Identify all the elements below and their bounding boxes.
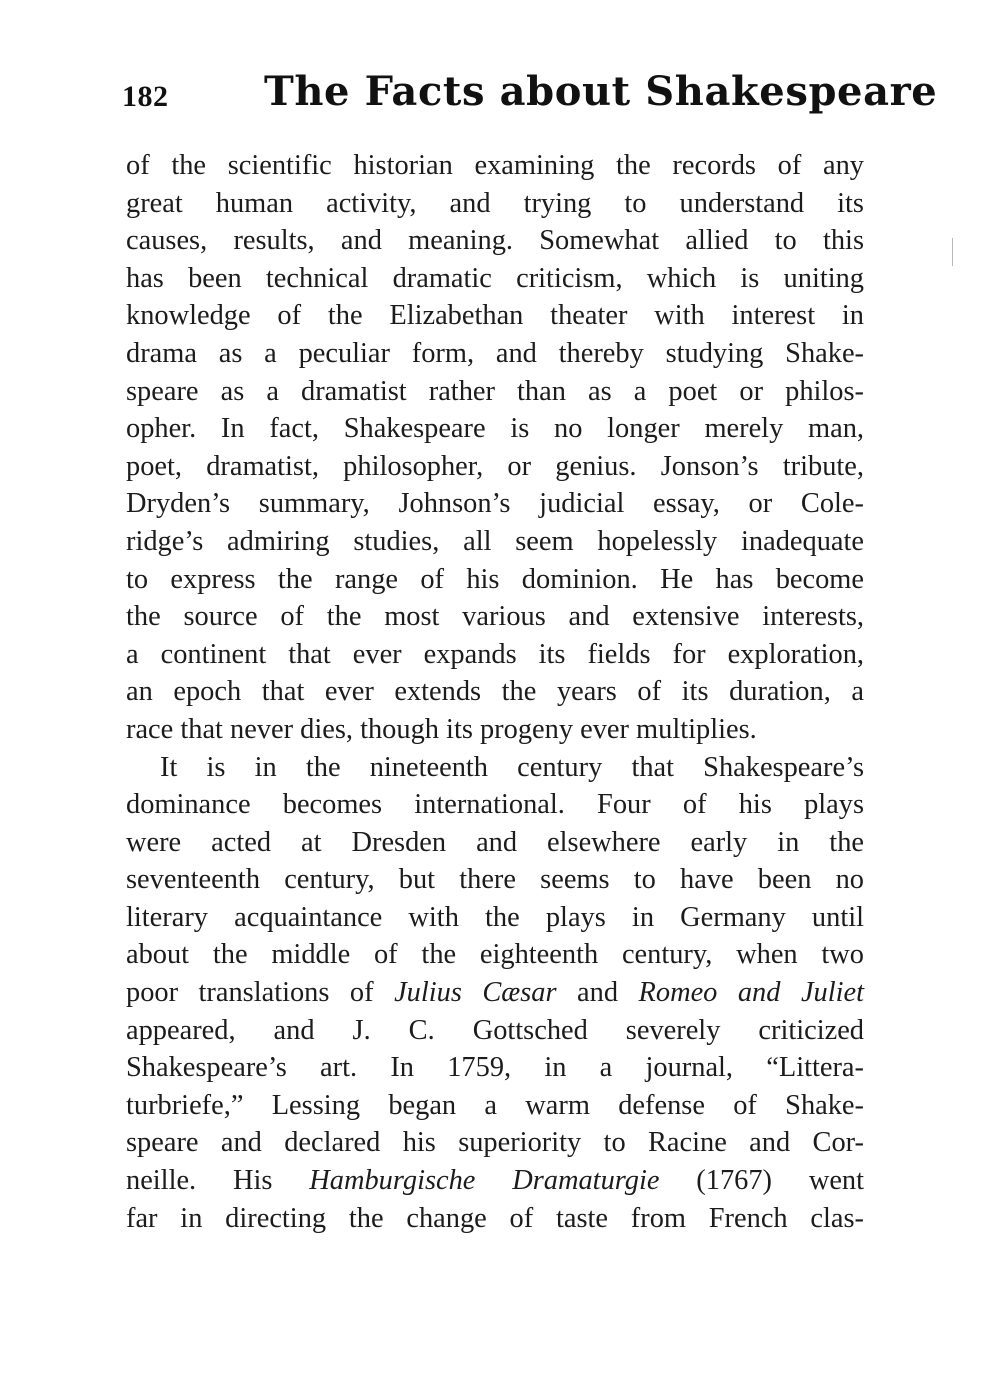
text-line: to express the range of his dominion. He has become [126, 563, 864, 595]
text-line: were acted at Dresden and elsewhere early in the [126, 826, 864, 858]
paragraph-first-line: It is in the nineteenth century that Shakespeare’s [160, 751, 864, 783]
margin-mark [952, 238, 953, 266]
text-line: seventeenth century, but there seems to have been no [126, 864, 864, 896]
text-line: an epoch that ever extends the years of its duration, a [126, 676, 864, 708]
text-line: drama as a peculiar form, and thereby studying Shake- [126, 337, 864, 369]
text-line: Shakespeare’s art. In 1759, in a journal, “Littera- [126, 1052, 864, 1084]
text-line: ridge’s admiring studies, all seem hopelessly inadequate [126, 525, 864, 557]
line-text: and [556, 977, 639, 1009]
italic-title: Hamburgische Dramaturgie [309, 1165, 660, 1197]
italic-title: Julius Cæsar [394, 977, 557, 1009]
text-line: a continent that ever expands its fields for exploration, [126, 638, 864, 670]
text-line: speare and declared his superiority to Racine and Cor- [126, 1127, 864, 1159]
italic-title: Romeo and Juliet [638, 977, 864, 1009]
text-line: causes, results, and meaning. Somewhat allied to this [126, 225, 864, 257]
line-text: (1767) went [659, 1165, 865, 1197]
text-line: appeared, and J. C. Gottsched severely criticized [126, 1014, 864, 1046]
body-text [126, 147, 864, 1237]
text-line: dominance becomes international. Four of his plays [126, 789, 864, 821]
line-text: poor translations of [126, 977, 395, 1009]
page-number: 182 [122, 80, 169, 113]
text-line: Dryden’s summary, Johnson’s judicial essay, or Cole- [126, 488, 864, 520]
page-header [122, 64, 938, 124]
text-line: about the middle of the eighteenth century, when two [126, 939, 864, 971]
running-title: The Facts about Shakespeare [264, 68, 938, 115]
text-line: poet, dramatist, philosopher, or genius. Jonson’s tribute, [126, 450, 864, 482]
text-line: speare as a dramatist rather than as a poet or philos- [126, 375, 864, 407]
text-line: opher. In fact, Shakespeare is no longer merely man, [126, 413, 864, 445]
text-line: has been technical dramatic criticism, which is uniting [126, 262, 864, 294]
text-line: far in directing the change of taste from French clas- [126, 1202, 864, 1234]
text-line: turbriefe,” Lessing began a warm defense of Shake- [126, 1089, 864, 1121]
text-line: literary acquaintance with the plays in Germany until [126, 901, 864, 933]
text-line-with-title [126, 1162, 864, 1200]
text-line: great human activity, and trying to understand its [126, 187, 864, 219]
text-line: of the scientific historian examining the records of any [126, 150, 864, 181]
text-line-with-titles [126, 974, 864, 1012]
text-line: knowledge of the Elizabethan theater with interest in [126, 300, 864, 332]
text-line: the source of the most various and extensive interests, [126, 601, 864, 633]
text-line: race that never dies, though its progeny ever multiplies. [126, 713, 757, 745]
line-text: neille. His [126, 1165, 310, 1197]
